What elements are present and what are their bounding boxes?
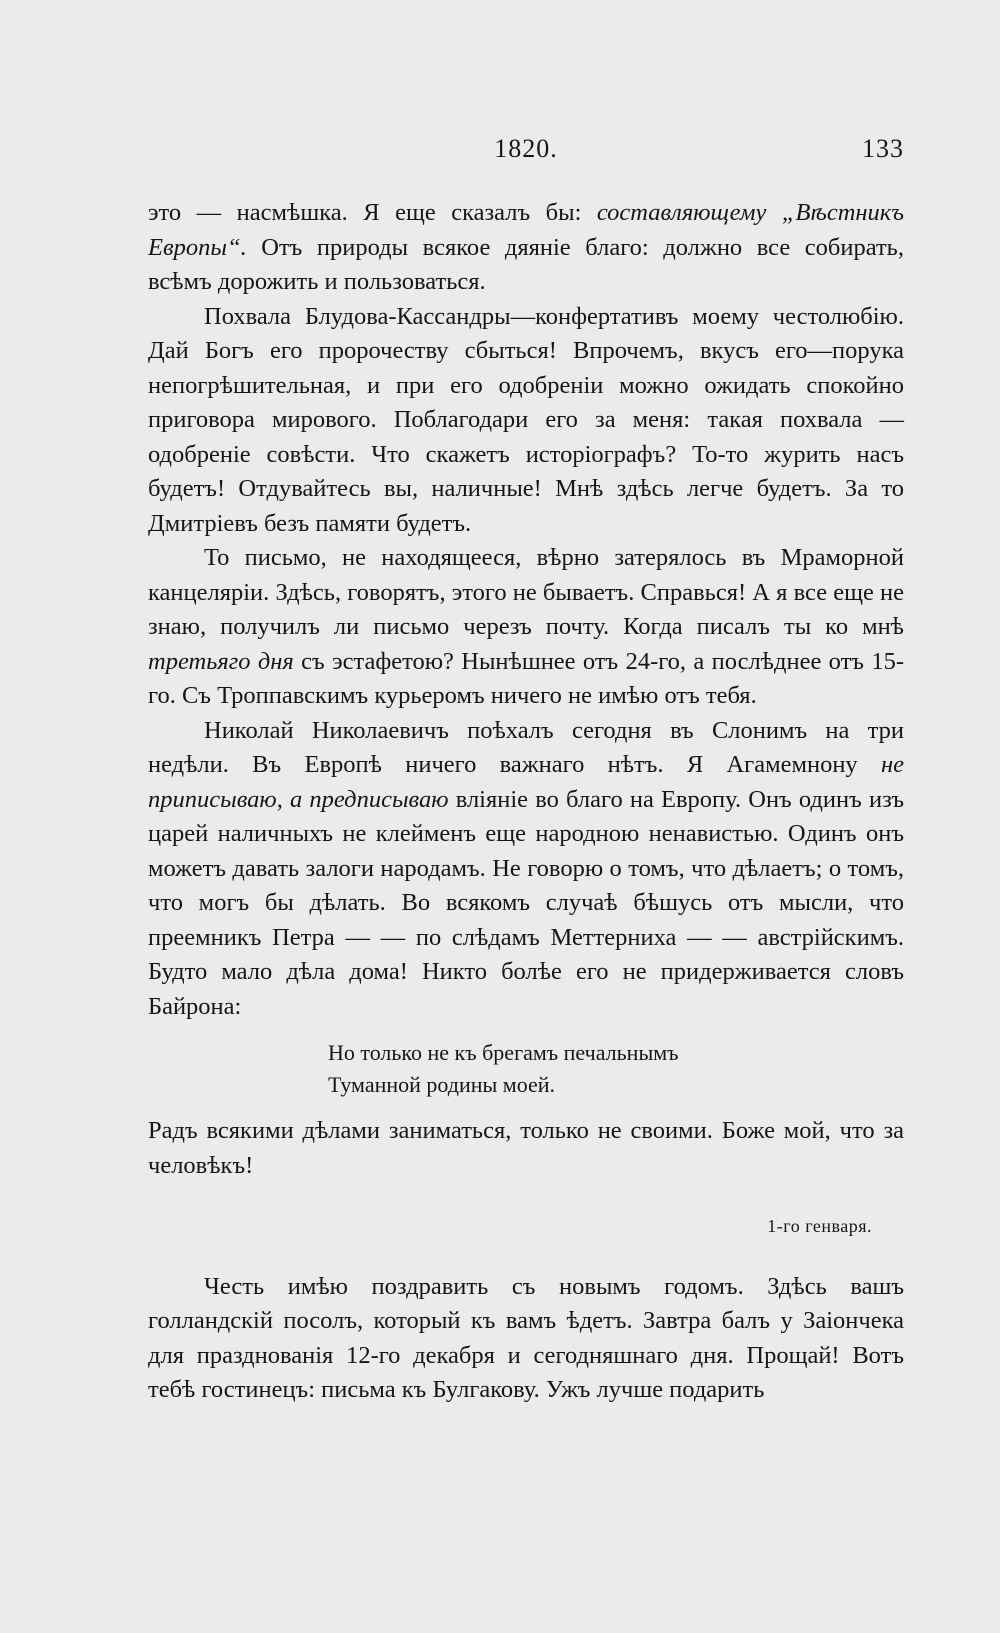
paragraph: То письмо, не находящееся, вѣрно затерялось въ Мраморной канцеляріи. Здѣсь, говорятъ, этого не бываетъ. Справься! А я все еще не знаю, получилъ ли письмо черезъ почту. Когда писалъ ты ко мнѣ третьяго дня съ эстафетою? Нынѣшнее отъ 24-го, а послѣднее отъ 15-го. Съ Троппавскимъ курьеромъ ничего не имѣю отъ тебя. [148,544,904,709]
header-year: 1820. [494,134,558,163]
italic-phrase: не приписываю, а предписываю [148,751,904,813]
verse-quote [328,1037,904,1101]
paragraph: Похвала Блудова-Кассандры—конфертативъ моему честолюбію. Дай Богъ его пророчеству сбыться! Впрочемъ, вкусъ его—порука непогрѣшительная, и при его одобреніи можно ожидать спокойно приговора мирового. Поблагодари его за меня: такая похвала — одобреніе совѣсти. Что скажетъ исторіографъ? То-то журить насъ будетъ! Отдувайтесь вы, наличные! Мнѣ здѣсь легче будетъ. За то Дмитріевъ безъ памяти будетъ. [148,302,904,537]
italic-phrase: третьяго дня [148,647,294,675]
paragraph: Честь имѣю поздравить съ новымъ годомъ. Здѣсь вашъ голландскій посолъ, который къ вамъ ѣдетъ. Завтра балъ у Заіончека для празднованія 12-го декабря и сегодняшнаго дня. Прощай! Вотъ тебѣ гостинецъ: письма къ Булгакову. Ужъ лучше подарить [148,1272,904,1403]
paragraph: Николай Николаевичъ поѣхалъ сегодня въ Слонимъ на три недѣли. Въ Европѣ ничего важнаго нѣтъ. Я Агамемнону не приписываю, а предписываю вліяніе во благо на Европу. Онъ одинъ изъ царей наличныхъ не клейменъ еще народною ненавистью. Одинъ онъ можетъ давать залоги народамъ. Не говорю о томъ, что дѣлаетъ; о томъ, что могъ бы дѣлать. Во всякомъ случаѣ бѣшусь отъ мысли, что преемникъ Петра — — по слѣдамъ Меттерниха — — австрійскимъ. Будто мало дѣла дома! Никто болѣе его не придерживается словъ Байрона: [148,716,904,1020]
running-header [148,134,904,174]
page-number: 133 [862,134,904,163]
paragraph: это — насмѣшка. Я еще сказалъ бы: составляющему „Вѣстникъ Европы“. Отъ природы всякое дяяніе благо: должно все собирать, всѣмъ дорожить и пользоваться. [148,199,904,295]
paragraph: Радъ всякими дѣлами заниматься, только не своими. Боже мой, что за человѣкъ! [148,1117,904,1179]
verse-line: Туманной родины моей. [328,1072,556,1097]
letter-dateline: 1-го генваря. [767,1216,872,1236]
body-text [148,196,904,1408]
italic-phrase: составляющему „Вѣстникъ Европы“. [148,199,904,261]
verse-line: Но только не къ брегамъ печальнымъ [328,1040,679,1065]
